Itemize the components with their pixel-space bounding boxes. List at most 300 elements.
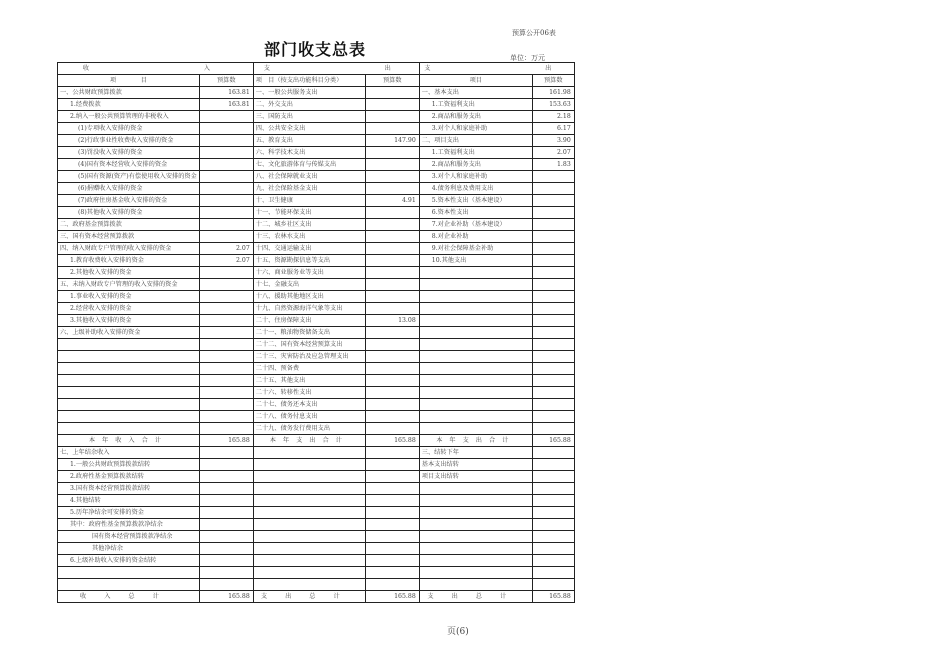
exp-econ-item <box>419 399 532 411</box>
exp-func-budget <box>365 243 419 255</box>
exp-econ-budget <box>532 363 574 375</box>
carry-exp-econ-item <box>419 495 532 507</box>
income-budget <box>199 219 253 231</box>
income-budget <box>199 387 253 399</box>
table-row <box>58 207 575 219</box>
carry-exp-econ-budget <box>532 507 574 519</box>
exp-econ-item <box>419 267 532 279</box>
carry-income-budget <box>199 483 253 495</box>
carry-exp-func-item <box>253 495 365 507</box>
exp-econ-item <box>419 363 532 375</box>
page-number: 页(6) <box>447 627 469 637</box>
exp-func-budget <box>365 375 419 387</box>
carry-exp-econ-item <box>419 543 532 555</box>
exp-func-item: 三、国防支出 <box>253 111 365 123</box>
exp-func-budget <box>365 183 419 195</box>
carry-exp-econ-budget <box>532 519 574 531</box>
carry-exp-func-budget <box>365 507 419 519</box>
exp-func-budget <box>365 267 419 279</box>
exp-econ-item <box>419 315 532 327</box>
carry-income-item: 2.政府性基金预算拨款结转 <box>58 471 200 483</box>
exp-func-item: 十三、农林水支出 <box>253 231 365 243</box>
exp-func-item: 十九、自然资源海洋气象等支出 <box>253 303 365 315</box>
exp-func-item: 十五、资源勘探信息等支出 <box>253 255 365 267</box>
exp-func-year-total-label: 本年支出合计 <box>253 435 365 447</box>
income-group-header: 收 入 <box>58 63 254 75</box>
page-title: 部门收支总表 <box>264 40 367 59</box>
exp-econ-budget <box>532 375 574 387</box>
exp-func-item: 二十八、债务付息支出 <box>253 411 365 423</box>
exp-func-budget <box>365 327 419 339</box>
exp-econ-budget: 3.90 <box>532 135 574 147</box>
income-year-total-value: 165.88 <box>199 435 253 447</box>
income-budget <box>199 279 253 291</box>
exp-func-group-header: 支 出 <box>253 63 419 75</box>
group-header-row <box>58 63 575 75</box>
exp-econ-item: 9.对社会保障基金补助 <box>419 243 532 255</box>
table-row <box>58 423 575 435</box>
income-item: 2.其他收入安排的资金 <box>58 267 200 279</box>
exp-econ-budget: 6.17 <box>532 123 574 135</box>
grand-total-row <box>58 591 575 603</box>
exp-func-budget <box>365 291 419 303</box>
carry-income-item: 3.国有资本经营预算拨款结转 <box>58 483 200 495</box>
exp-func-item-header: 项 目（按支出功能科目分类） <box>253 75 365 87</box>
exp-func-item: 二、外交支出 <box>253 99 365 111</box>
carry-income-budget <box>199 507 253 519</box>
carry-income-budget <box>199 531 253 543</box>
income-item: 1.教育收费收入安排的资金 <box>58 255 200 267</box>
carry-exp-func-item <box>253 447 365 459</box>
income-budget <box>199 399 253 411</box>
exp-func-budget <box>365 231 419 243</box>
carry-exp-econ-item <box>419 519 532 531</box>
exp-econ-item <box>419 411 532 423</box>
exp-func-budget <box>365 147 419 159</box>
exp-econ-budget-header: 预算数 <box>532 75 574 87</box>
column-header-row <box>58 75 575 87</box>
table-row <box>58 267 575 279</box>
exp-econ-budget: 161.98 <box>532 87 574 99</box>
exp-func-budget <box>365 159 419 171</box>
exp-econ-budget <box>532 267 574 279</box>
carry-exp-func-budget <box>365 471 419 483</box>
carry-exp-econ-item <box>419 567 532 579</box>
income-budget <box>199 351 253 363</box>
exp-func-budget <box>365 87 419 99</box>
income-item: (3)罚没收入安排的资金 <box>58 147 200 159</box>
carry-exp-func-budget <box>365 555 419 567</box>
table-row <box>58 291 575 303</box>
income-budget <box>199 171 253 183</box>
carry-income-budget <box>199 519 253 531</box>
table-row <box>58 411 575 423</box>
exp-econ-budget <box>532 315 574 327</box>
income-item: (6)捐赠收入安排的资金 <box>58 183 200 195</box>
exp-func-budget <box>365 255 419 267</box>
table-row <box>58 399 575 411</box>
carry-exp-func-budget <box>365 495 419 507</box>
exp-func-item: 十一、节能环保支出 <box>253 207 365 219</box>
carry-income-budget <box>199 471 253 483</box>
exp-econ-item: 1.工资福利支出 <box>419 147 532 159</box>
exp-econ-budget: 1.83 <box>532 159 574 171</box>
income-item: (7)政府住房基金收入安排的资金 <box>58 195 200 207</box>
exp-func-item: 四、公共安全支出 <box>253 123 365 135</box>
exp-econ-item: 5.资本性支出（基本建设） <box>419 195 532 207</box>
exp-func-budget <box>365 99 419 111</box>
income-budget <box>199 327 253 339</box>
income-item <box>58 399 200 411</box>
exp-econ-budget <box>532 219 574 231</box>
income-budget <box>199 315 253 327</box>
income-budget <box>199 111 253 123</box>
table-row <box>58 159 575 171</box>
income-budget <box>199 363 253 375</box>
exp-econ-budget: 2.07 <box>532 147 574 159</box>
income-item: 3.其他收入安排的资金 <box>58 315 200 327</box>
income-budget <box>199 147 253 159</box>
exp-func-item: 十七、金融支出 <box>253 279 365 291</box>
exp-func-budget: 4.91 <box>365 195 419 207</box>
income-grand-total-label: 收入总计 <box>58 591 200 603</box>
exp-econ-budget <box>532 279 574 291</box>
exp-econ-budget <box>532 351 574 363</box>
carry-row <box>58 507 575 519</box>
table-row <box>58 111 575 123</box>
exp-func-item: 六、科学技术支出 <box>253 147 365 159</box>
exp-func-budget <box>365 279 419 291</box>
carry-income-item: 国有资本经营预算拨款净结余 <box>58 531 200 543</box>
income-item: 六、上级补助收入安排的资金 <box>58 327 200 339</box>
table-row <box>58 243 575 255</box>
carry-exp-econ-item <box>419 555 532 567</box>
carry-income-budget <box>199 555 253 567</box>
exp-econ-budget <box>532 243 574 255</box>
exp-econ-budget <box>532 303 574 315</box>
carry-exp-func-item <box>253 543 365 555</box>
exp-econ-item: 1.工资福利支出 <box>419 99 532 111</box>
exp-econ-item: 6.资本性支出 <box>419 207 532 219</box>
carry-exp-func-item <box>253 579 365 591</box>
exp-func-budget <box>365 399 419 411</box>
income-budget <box>199 159 253 171</box>
exp-econ-budget <box>532 327 574 339</box>
income-item <box>58 375 200 387</box>
income-item <box>58 423 200 435</box>
income-budget: 163.81 <box>199 99 253 111</box>
carry-exp-econ-budget <box>532 543 574 555</box>
carry-row <box>58 471 575 483</box>
table-row <box>58 135 575 147</box>
carry-exp-econ-item <box>419 507 532 519</box>
carry-exp-func-item <box>253 459 365 471</box>
carry-exp-econ-budget <box>532 447 574 459</box>
exp-func-item: 一、一般公共服务支出 <box>253 87 365 99</box>
exp-func-year-total-value: 165.88 <box>365 435 419 447</box>
exp-func-budget <box>365 111 419 123</box>
carry-exp-econ-item: 项目支出结转 <box>419 471 532 483</box>
carry-exp-func-item <box>253 531 365 543</box>
income-year-total-label: 本年收入合计 <box>58 435 200 447</box>
budget-summary-table <box>57 62 575 603</box>
carry-income-item: 5.历年净结余可安排的资金 <box>58 507 200 519</box>
exp-func-budget <box>365 171 419 183</box>
table-row <box>58 327 575 339</box>
carry-income-item: 其中：政府性基金预算拨款净结余 <box>58 519 200 531</box>
income-item: (4)国有资本经营收入安排的资金 <box>58 159 200 171</box>
exp-econ-item <box>419 423 532 435</box>
income-item: 四、纳入财政专户管理的收入安排的资金 <box>58 243 200 255</box>
carry-exp-func-item <box>253 483 365 495</box>
carry-exp-func-budget <box>365 531 419 543</box>
exp-func-item: 二十七、债务还本支出 <box>253 399 365 411</box>
income-budget <box>199 423 253 435</box>
exp-func-item: 二十二、国有资本经营预算支出 <box>253 339 365 351</box>
exp-func-item: 二十六、转移性支出 <box>253 387 365 399</box>
income-budget <box>199 375 253 387</box>
table-row <box>58 183 575 195</box>
carry-income-budget <box>199 543 253 555</box>
table-row <box>58 363 575 375</box>
exp-econ-item: 2.商品和服务支出 <box>419 159 532 171</box>
carry-row <box>58 567 575 579</box>
exp-func-item: 十、卫生健康 <box>253 195 365 207</box>
income-item <box>58 387 200 399</box>
income-budget <box>199 339 253 351</box>
exp-func-budget: 13.08 <box>365 315 419 327</box>
exp-func-grand-total-label: 支出总计 <box>253 591 365 603</box>
carry-income-budget <box>199 579 253 591</box>
exp-func-item: 二十一、粮油物资储备支出 <box>253 327 365 339</box>
unit-label: 单位：万元 <box>510 54 545 62</box>
income-grand-total-value: 165.88 <box>199 591 253 603</box>
exp-econ-budget <box>532 399 574 411</box>
table-row <box>58 219 575 231</box>
exp-econ-budget: 153.63 <box>532 99 574 111</box>
table-row <box>58 279 575 291</box>
income-budget <box>199 291 253 303</box>
table-row <box>58 123 575 135</box>
income-budget <box>199 135 253 147</box>
carry-exp-econ-item <box>419 483 532 495</box>
exp-econ-item <box>419 279 532 291</box>
table-row <box>58 375 575 387</box>
carry-income-item: 其他净结余 <box>58 543 200 555</box>
carry-exp-econ-item: 三、结转下年 <box>419 447 532 459</box>
exp-econ-budget <box>532 183 574 195</box>
income-item <box>58 339 200 351</box>
income-item: 1.经费拨款 <box>58 99 200 111</box>
income-budget <box>199 207 253 219</box>
exp-econ-budget <box>532 339 574 351</box>
exp-econ-item: 二、项目支出 <box>419 135 532 147</box>
exp-func-item: 二十四、预备费 <box>253 363 365 375</box>
exp-econ-year-total-value: 165.88 <box>532 435 574 447</box>
exp-func-item: 八、社会保障就业支出 <box>253 171 365 183</box>
exp-econ-group-header: 支 出 <box>419 63 574 75</box>
exp-func-budget <box>365 219 419 231</box>
carry-row <box>58 531 575 543</box>
table-row <box>58 351 575 363</box>
exp-econ-item: 10.其他支出 <box>419 255 532 267</box>
carry-income-budget <box>199 459 253 471</box>
year-total-row <box>58 435 575 447</box>
carry-exp-func-item <box>253 519 365 531</box>
carry-exp-func-budget <box>365 459 419 471</box>
carry-exp-econ-budget <box>532 471 574 483</box>
carry-exp-func-budget <box>365 579 419 591</box>
exp-econ-item: 4.债务利息及费用支出 <box>419 183 532 195</box>
income-budget: 2.07 <box>199 255 253 267</box>
exp-func-budget <box>365 303 419 315</box>
income-budget: 2.07 <box>199 243 253 255</box>
exp-func-item: 七、文化旅游体育与传媒支出 <box>253 159 365 171</box>
income-budget: 163.81 <box>199 87 253 99</box>
table-row <box>58 303 575 315</box>
carry-exp-econ-budget <box>532 495 574 507</box>
income-budget <box>199 231 253 243</box>
income-budget-header: 预算数 <box>199 75 253 87</box>
exp-func-budget <box>365 123 419 135</box>
table-row <box>58 87 575 99</box>
carry-exp-func-budget <box>365 567 419 579</box>
carry-exp-func-item <box>253 567 365 579</box>
exp-econ-item: 7.对企业补助（基本建设） <box>419 219 532 231</box>
exp-econ-budget <box>532 207 574 219</box>
carry-exp-econ-budget <box>532 531 574 543</box>
exp-econ-item <box>419 351 532 363</box>
carry-exp-econ-budget <box>532 567 574 579</box>
exp-func-budget <box>365 387 419 399</box>
exp-func-item: 五、教育支出 <box>253 135 365 147</box>
exp-econ-budget <box>532 171 574 183</box>
table-row <box>58 147 575 159</box>
table-row <box>58 255 575 267</box>
exp-func-item: 二十五、其他支出 <box>253 375 365 387</box>
exp-func-budget <box>365 207 419 219</box>
carry-exp-econ-budget <box>532 555 574 567</box>
exp-econ-budget <box>532 195 574 207</box>
carry-row <box>58 543 575 555</box>
income-budget <box>199 411 253 423</box>
exp-econ-budget <box>532 387 574 399</box>
exp-econ-item <box>419 327 532 339</box>
income-budget <box>199 195 253 207</box>
exp-func-budget <box>365 351 419 363</box>
carry-income-item: 七、上年结余收入 <box>58 447 200 459</box>
exp-econ-grand-total-value: 165.88 <box>532 591 574 603</box>
exp-econ-budget <box>532 291 574 303</box>
income-item <box>58 411 200 423</box>
income-item: 2.纳入一般公共预算管理的非税收入 <box>58 111 200 123</box>
exp-econ-budget: 2.18 <box>532 111 574 123</box>
exp-econ-item-header: 项目 <box>419 75 532 87</box>
exp-func-budget <box>365 423 419 435</box>
table-row <box>58 231 575 243</box>
exp-econ-item <box>419 303 532 315</box>
table-row <box>58 99 575 111</box>
income-item <box>58 363 200 375</box>
exp-func-budget <box>365 339 419 351</box>
exp-func-budget <box>365 411 419 423</box>
income-item: 三、国有资本经营预算拨款 <box>58 231 200 243</box>
table-row <box>58 339 575 351</box>
exp-econ-item: 2.商品和服务支出 <box>419 111 532 123</box>
carry-row <box>58 555 575 567</box>
income-item: 五、未纳入财政专户管理的收入安排的资金 <box>58 279 200 291</box>
carry-exp-func-budget <box>365 543 419 555</box>
carry-exp-func-item <box>253 471 365 483</box>
carry-row <box>58 495 575 507</box>
income-item: 二、政府基金预算拨款 <box>58 219 200 231</box>
exp-func-item: 九、社会保险基金支出 <box>253 183 365 195</box>
carry-income-budget <box>199 495 253 507</box>
exp-func-budget-header: 预算数 <box>365 75 419 87</box>
carry-income-item <box>58 567 200 579</box>
carry-exp-econ-budget <box>532 483 574 495</box>
exp-econ-budget <box>532 423 574 435</box>
carry-row <box>58 579 575 591</box>
exp-econ-item: 3.对个人和家庭补助 <box>419 123 532 135</box>
carry-exp-func-budget <box>365 447 419 459</box>
carry-row <box>58 459 575 471</box>
exp-econ-item: 8.对企业补助 <box>419 231 532 243</box>
carry-income-item: 4.其他结转 <box>58 495 200 507</box>
exp-econ-budget <box>532 411 574 423</box>
income-item: (8)其他收入安排的资金 <box>58 207 200 219</box>
table-row <box>58 387 575 399</box>
exp-func-item: 二十三、灾害防治及应急管理支出 <box>253 351 365 363</box>
carry-income-budget <box>199 567 253 579</box>
exp-func-budget: 147.90 <box>365 135 419 147</box>
carry-exp-econ-budget <box>532 459 574 471</box>
table-row <box>58 315 575 327</box>
income-item: 一、公共财政预算拨款 <box>58 87 200 99</box>
exp-econ-item: 3.对个人和家庭补助 <box>419 171 532 183</box>
income-item: 1.事业收入安排的资金 <box>58 291 200 303</box>
carry-income-item <box>58 579 200 591</box>
income-item-header: 项 目 <box>58 75 200 87</box>
exp-econ-grand-total-label: 支出总计 <box>419 591 532 603</box>
carry-exp-econ-budget <box>532 579 574 591</box>
income-budget <box>199 183 253 195</box>
exp-econ-item <box>419 339 532 351</box>
carry-row <box>58 483 575 495</box>
form-number: 预算公开06表 <box>512 29 556 37</box>
carry-exp-econ-item <box>419 531 532 543</box>
exp-func-grand-total-value: 165.88 <box>365 591 419 603</box>
carry-income-budget <box>199 447 253 459</box>
exp-econ-budget <box>532 231 574 243</box>
carry-exp-econ-item <box>419 579 532 591</box>
carry-exp-func-item <box>253 507 365 519</box>
income-item <box>58 351 200 363</box>
exp-func-item: 十二、城乡社区支出 <box>253 219 365 231</box>
exp-func-item: 十六、商业服务业等支出 <box>253 267 365 279</box>
income-item: 2.经营收入安排的资金 <box>58 303 200 315</box>
exp-func-item: 十四、交通运输支出 <box>253 243 365 255</box>
table-row <box>58 195 575 207</box>
income-item: (5)国有资源(资产)有偿使用收入安排的资金 <box>58 171 200 183</box>
income-item: (1)专项收入安排的资金 <box>58 123 200 135</box>
income-budget <box>199 123 253 135</box>
carry-exp-func-budget <box>365 483 419 495</box>
table-row <box>58 171 575 183</box>
income-item: (2)行政事业性收费收入安排的资金 <box>58 135 200 147</box>
exp-func-item: 二十九、债务发行费用支出 <box>253 423 365 435</box>
exp-econ-budget <box>532 255 574 267</box>
